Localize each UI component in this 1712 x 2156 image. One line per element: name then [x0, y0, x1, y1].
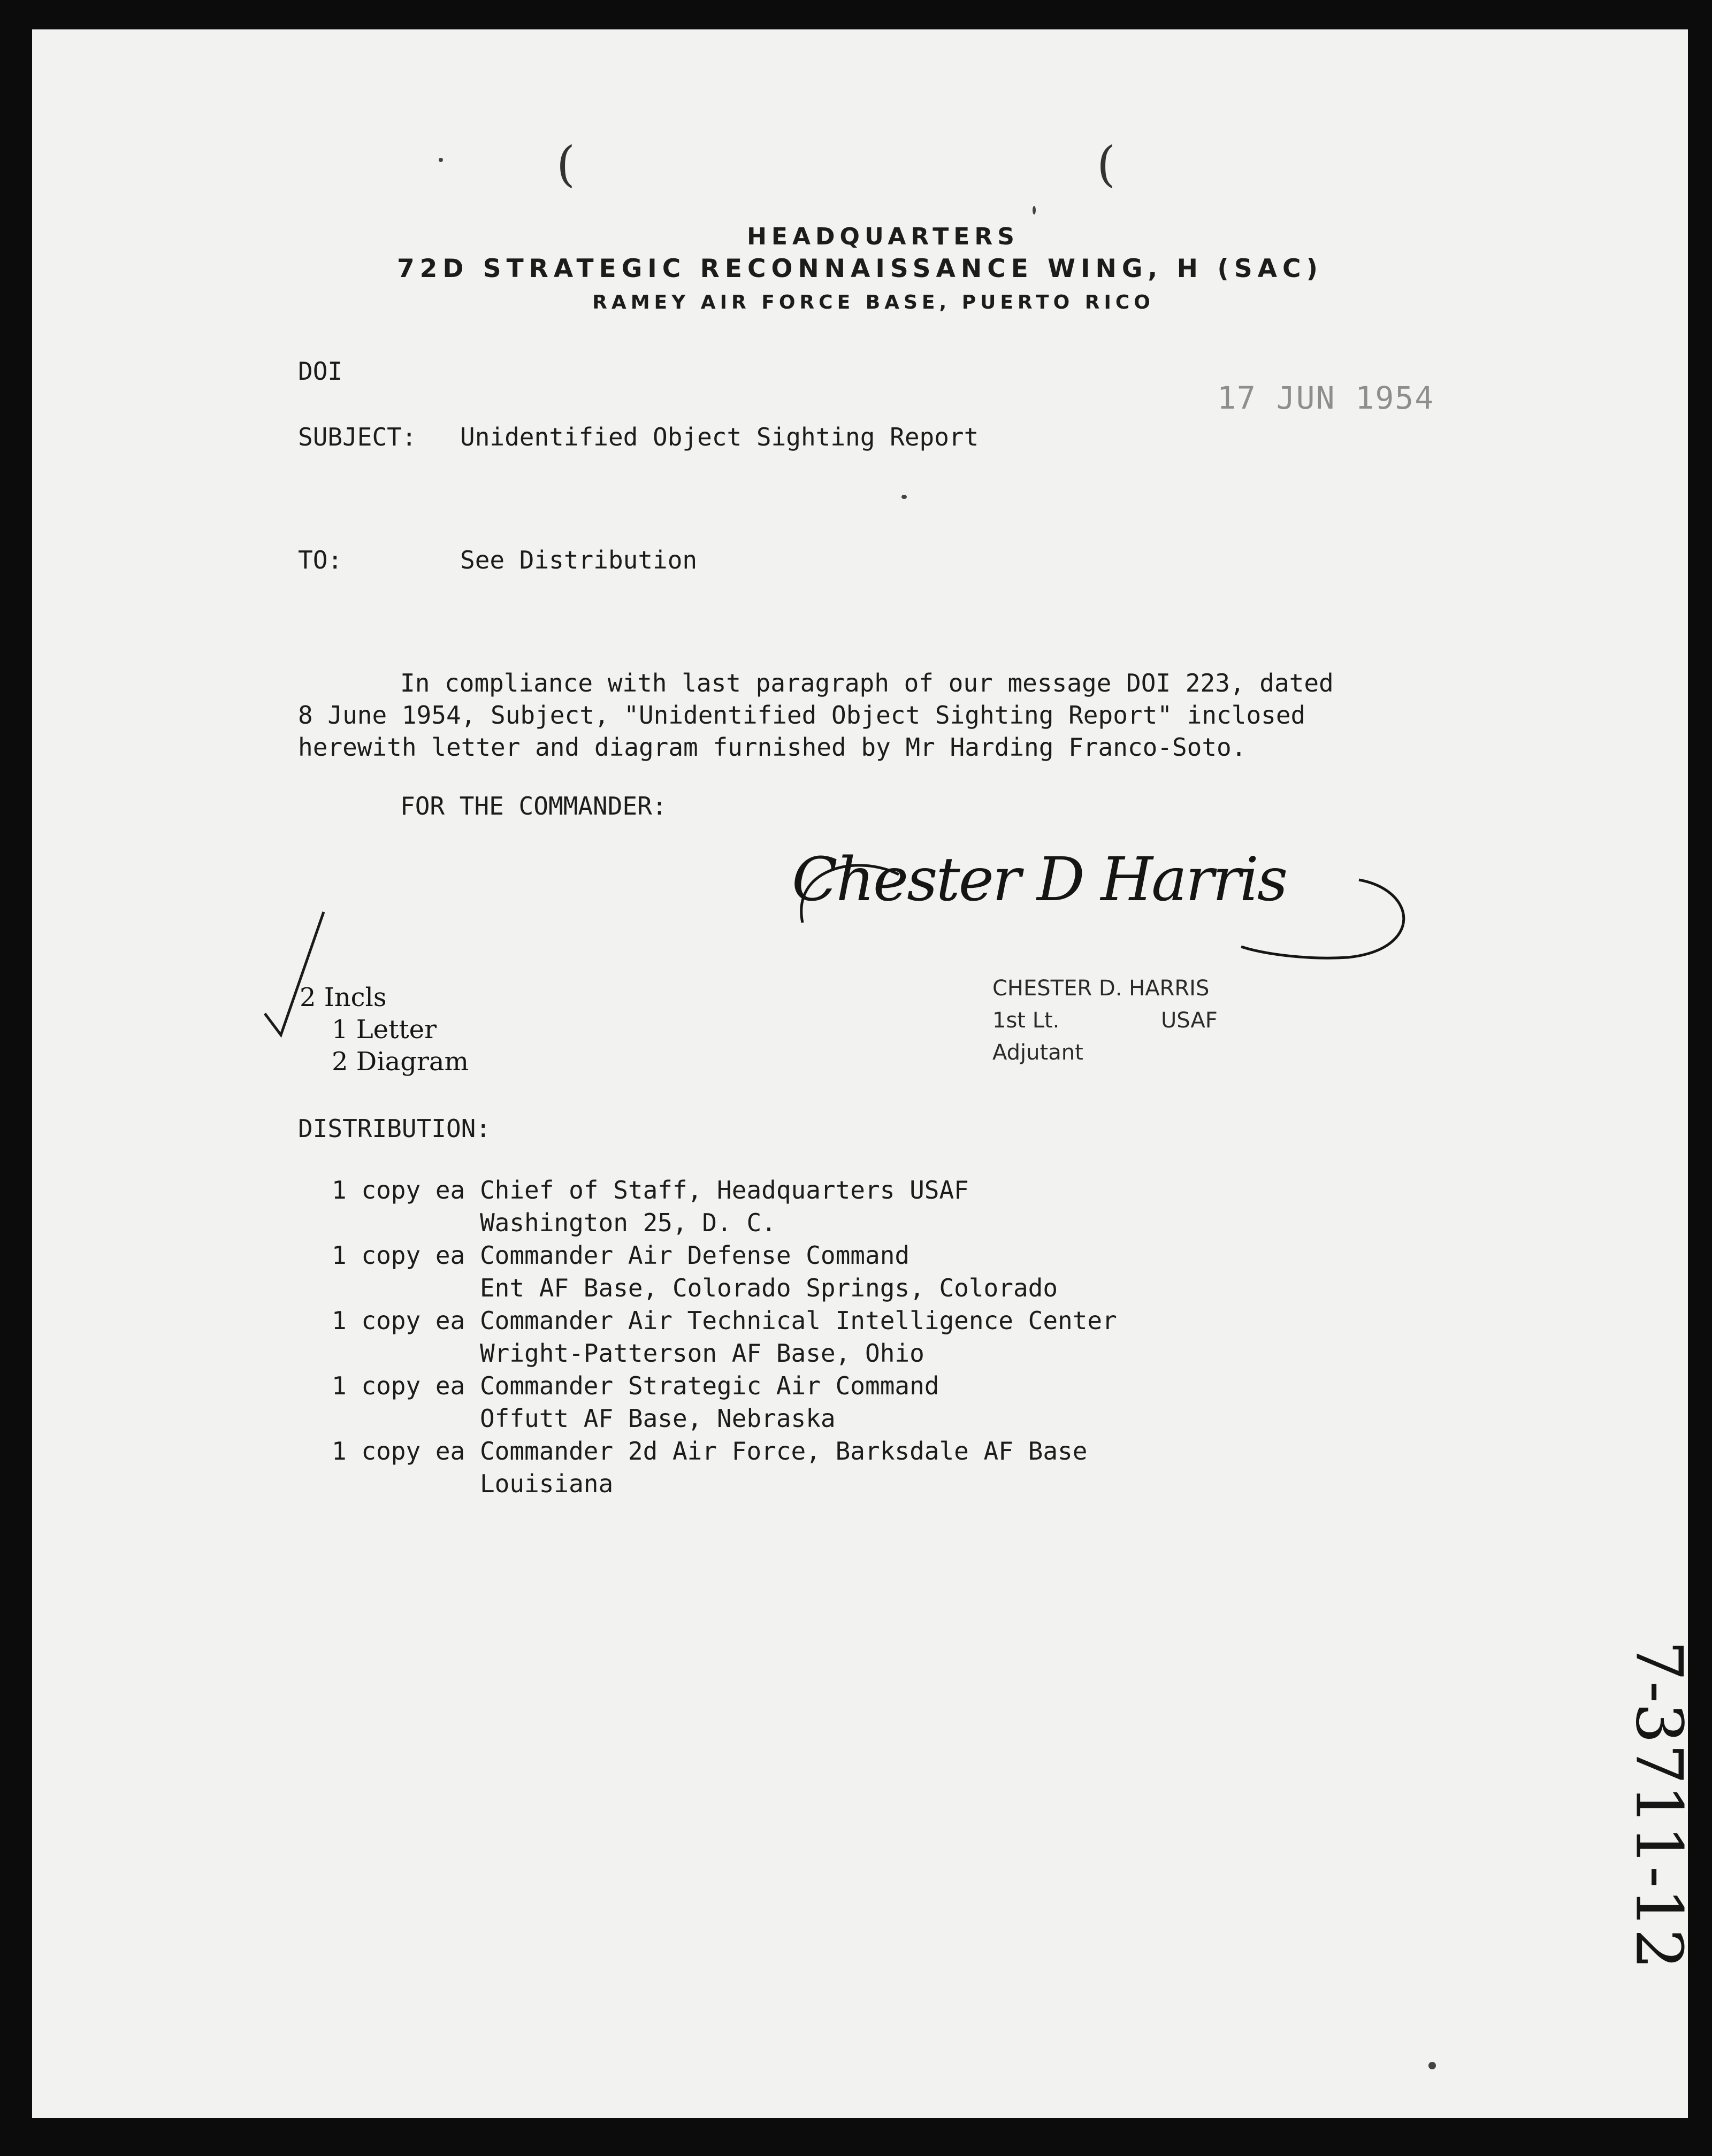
signature-flourish: [781, 832, 1423, 971]
scan-speck: [1428, 2062, 1436, 2069]
office-symbol: DOI: [298, 357, 343, 386]
letterhead-unit: 72D STRATEGIC RECONNAISSANCE WING, H (SAC): [396, 254, 1324, 283]
subject-label: SUBJECT:: [298, 423, 417, 451]
scan-speck: [901, 495, 907, 499]
subject-text: Unidentified Object Sighting Report: [460, 423, 979, 451]
closing-line: FOR THE COMMANDER:: [400, 792, 667, 820]
punch-mark-left: (: [556, 136, 576, 193]
check-mark: [259, 907, 334, 1046]
signer-rank: 1st Lt.: [992, 1008, 1060, 1033]
signer-title: Adjutant: [992, 1040, 1083, 1065]
distribution-line: Louisiana: [332, 1469, 614, 1498]
body-line-1: In compliance with last paragraph of our message DOI 223, dated: [400, 669, 1334, 697]
letterhead-location: RAMEY AIR FORCE BASE, PUERTO RICO: [592, 291, 1155, 313]
punch-mark-right: (: [1097, 136, 1116, 193]
to-label: TO:: [298, 546, 343, 574]
distribution-line: Washington 25, D. C.: [332, 1208, 776, 1237]
distribution-line: 1 copy ea Commander Air Defense Command: [332, 1241, 910, 1270]
letterhead-headquarters: HEADQUARTERS: [747, 223, 1019, 250]
inclosure-item: 2 Diagram: [332, 1047, 469, 1077]
handwritten-signature: Chester D Harris: [792, 845, 1287, 915]
signer-service: USAF: [1161, 1008, 1218, 1033]
body-line-2: 8 June 1954, Subject, "Unidentified Object Sighting Report" inclosed: [298, 701, 1306, 730]
distribution-line: 1 copy ea Commander 2d Air Force, Barksdale AF Base: [332, 1437, 1088, 1466]
signer-name: CHESTER D. HARRIS: [992, 976, 1210, 1001]
distribution-header: DISTRIBUTION:: [298, 1114, 491, 1143]
distribution-line: Ent AF Base, Colorado Springs, Colorado: [332, 1273, 1058, 1302]
date-stamp: 17 JUN 1954: [1217, 380, 1435, 416]
distribution-line: Wright-Patterson AF Base, Ohio: [332, 1339, 924, 1368]
file-number: 7-3711-12: [1621, 1640, 1696, 1970]
inclosure-item: 1 Letter: [332, 1015, 437, 1045]
scan-speck: [439, 158, 443, 162]
distribution-line: 1 copy ea Chief of Staff, Headquarters USAF: [332, 1176, 969, 1204]
inclosures-header: 2 Incls: [300, 983, 387, 1012]
distribution-line: 1 copy ea Commander Air Technical Intelligence Center: [332, 1306, 1117, 1335]
distribution-line: 1 copy ea Commander Strategic Air Command: [332, 1371, 939, 1400]
scan-speck: [1033, 206, 1036, 214]
to-text: See Distribution: [460, 546, 698, 574]
body-line-3: herewith letter and diagram furnished by Mr Harding Franco-Soto.: [298, 733, 1247, 762]
document-sheet: [32, 29, 1696, 2118]
distribution-line: Offutt AF Base, Nebraska: [332, 1404, 836, 1433]
